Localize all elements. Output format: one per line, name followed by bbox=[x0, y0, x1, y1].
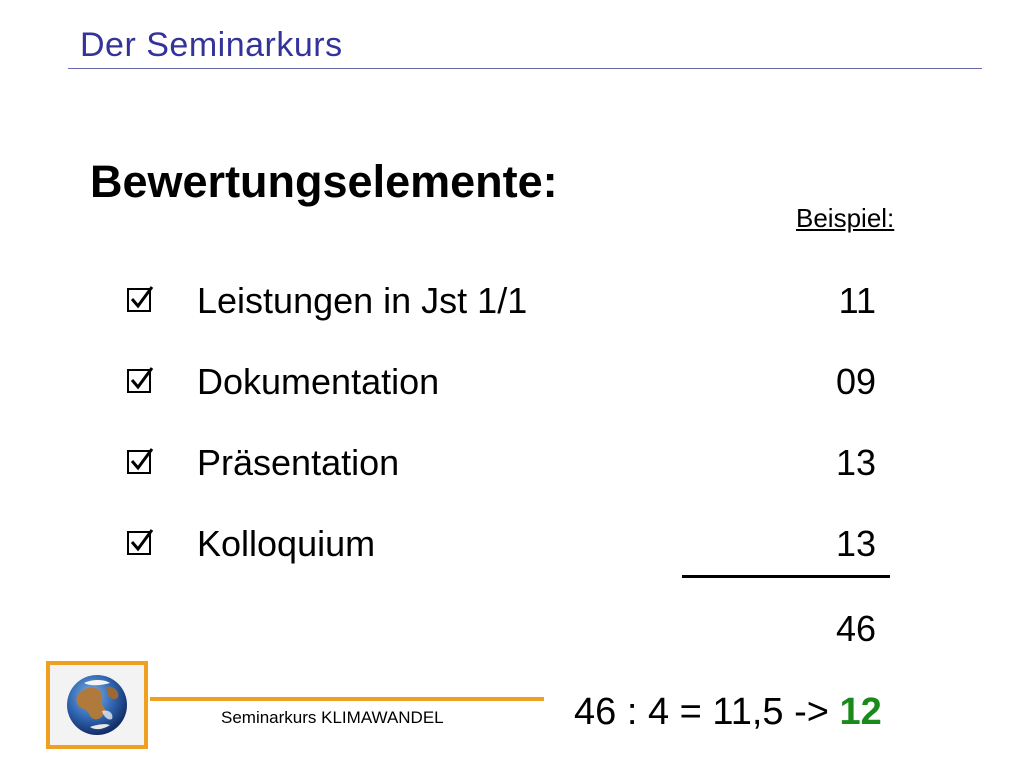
item-value: 11 bbox=[838, 280, 876, 321]
calculation-text: 46 : 4 = 11,5 -> bbox=[574, 691, 840, 733]
section-heading: Bewertungselemente: bbox=[90, 156, 558, 207]
earth-globe-icon bbox=[50, 665, 144, 745]
logo-frame bbox=[46, 661, 148, 749]
item-label: Präsentation bbox=[197, 442, 400, 483]
item-value: 09 bbox=[835, 361, 876, 402]
title-divider bbox=[68, 68, 982, 69]
footer-divider bbox=[150, 697, 544, 701]
item-value: 13 bbox=[835, 523, 876, 564]
example-label: Beispiel: bbox=[796, 203, 895, 233]
item-value: 13 bbox=[835, 442, 876, 483]
checkbox-checked-icon bbox=[126, 528, 154, 556]
slide-title: Der Seminarkurs bbox=[80, 26, 343, 64]
checkbox-checked-icon bbox=[126, 366, 154, 394]
sum-divider bbox=[682, 575, 890, 578]
list-item bbox=[0, 522, 1024, 572]
list-item bbox=[0, 360, 1024, 410]
checkbox-checked-icon bbox=[126, 285, 154, 313]
sum-value: 46 bbox=[835, 608, 876, 649]
item-label: Dokumentation bbox=[197, 361, 440, 402]
final-grade: 12 bbox=[839, 691, 882, 733]
item-label: Kolloquium bbox=[197, 523, 376, 564]
list-item bbox=[0, 279, 1024, 329]
list-item bbox=[0, 441, 1024, 491]
grade-calculation bbox=[574, 689, 882, 735]
checkbox-checked-icon bbox=[126, 447, 154, 475]
footer-text: Seminarkurs KLIMAWANDEL bbox=[221, 708, 444, 727]
item-label: Leistungen in Jst 1/1 bbox=[197, 280, 528, 321]
